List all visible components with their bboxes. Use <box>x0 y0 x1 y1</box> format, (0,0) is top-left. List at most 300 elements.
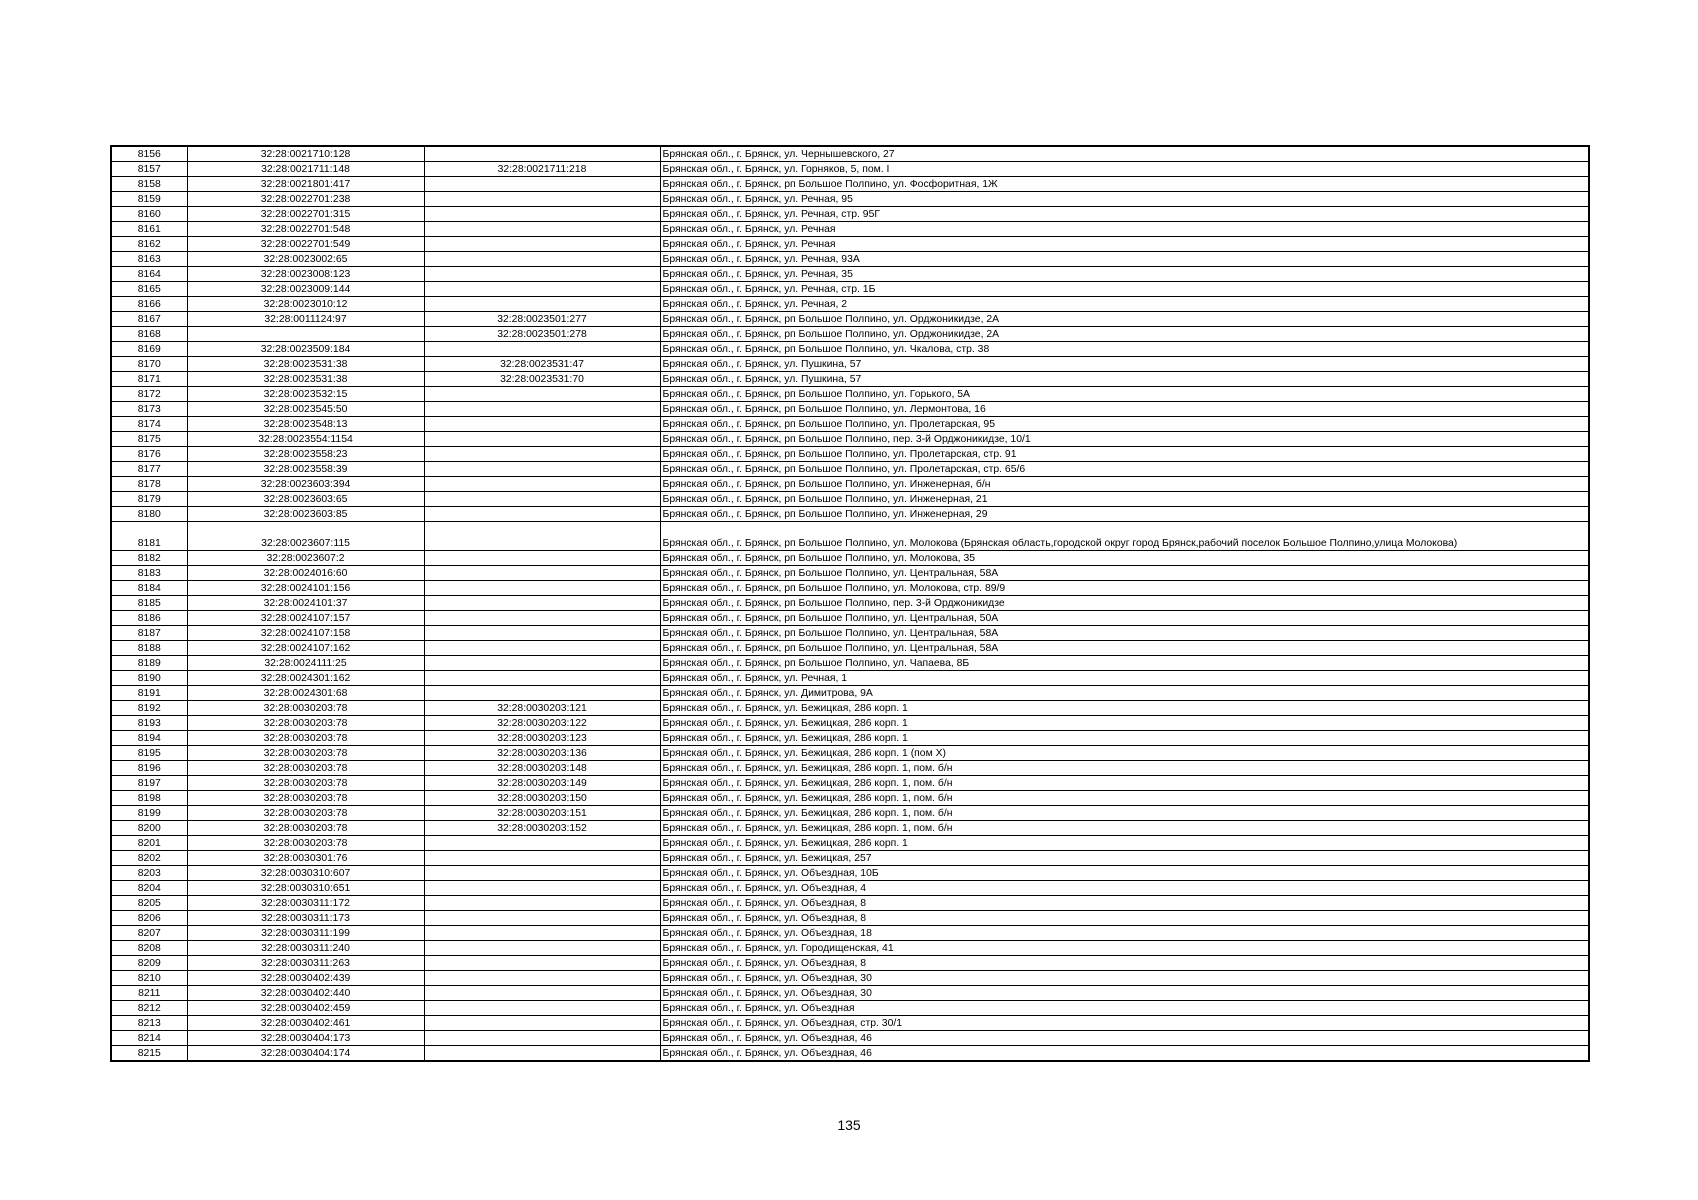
row-number-cell: 8210 <box>111 971 187 986</box>
object-number-cell <box>424 1046 660 1062</box>
object-number-cell: 32:28:0030203:150 <box>424 791 660 806</box>
table-row <box>111 297 1589 312</box>
cadastral-number-cell: 32:28:0030203:78 <box>187 791 424 806</box>
row-number-cell: 8193 <box>111 716 187 731</box>
object-number-cell <box>424 432 660 447</box>
object-number-cell <box>424 596 660 611</box>
cadastral-number-cell: 32:28:0030402:440 <box>187 986 424 1001</box>
address-cell: Брянская обл., г. Брянск, рп Большое Полпино, ул. Молокова, 35 <box>660 551 1589 566</box>
object-number-cell: 32:28:0030203:136 <box>424 746 660 761</box>
table-row <box>111 417 1589 432</box>
object-number-cell <box>424 207 660 222</box>
cadastral-number-cell: 32:28:0030203:78 <box>187 701 424 716</box>
cadastral-number-cell: 32:28:0024016:60 <box>187 566 424 581</box>
cadastral-number-cell: 32:28:0030311:199 <box>187 926 424 941</box>
address-cell: Брянская обл., г. Брянск, ул. Речная, 2 <box>660 297 1589 312</box>
row-number-cell: 8169 <box>111 342 187 357</box>
address-cell: Брянская обл., г. Брянск, ул. Чернышевского, 27 <box>660 146 1589 162</box>
cadastral-number-cell: 32:28:0024107:158 <box>187 626 424 641</box>
table-row <box>111 447 1589 462</box>
object-number-cell <box>424 222 660 237</box>
address-cell: Брянская обл., г. Брянск, рп Большое Полпино, ул. Орджоникидзе, 2А <box>660 327 1589 342</box>
row-number-cell: 8187 <box>111 626 187 641</box>
object-number-cell <box>424 522 660 551</box>
object-number-cell <box>424 342 660 357</box>
table-row <box>111 1016 1589 1031</box>
cadastral-number-cell: 32:28:0030310:651 <box>187 881 424 896</box>
cadastral-number-cell: 32:28:0024111:25 <box>187 656 424 671</box>
object-number-cell <box>424 282 660 297</box>
row-number-cell: 8167 <box>111 312 187 327</box>
object-number-cell <box>424 387 660 402</box>
object-number-cell <box>424 956 660 971</box>
object-number-cell <box>424 192 660 207</box>
object-number-cell: 32:28:0023531:70 <box>424 372 660 387</box>
cadastral-number-cell: 32:28:0022701:315 <box>187 207 424 222</box>
table-row <box>111 926 1589 941</box>
address-cell: Брянская обл., г. Брянск, ул. Речная, 35 <box>660 267 1589 282</box>
row-number-cell: 8182 <box>111 551 187 566</box>
address-cell: Брянская обл., г. Брянск, ул. Бежицкая, 286 корп. 1 (пом Х) <box>660 746 1589 761</box>
table-row <box>111 402 1589 417</box>
object-number-cell <box>424 641 660 656</box>
cadastral-number-cell: 32:28:0030203:78 <box>187 746 424 761</box>
row-number-cell: 8163 <box>111 252 187 267</box>
table-row <box>111 237 1589 252</box>
object-number-cell <box>424 267 660 282</box>
address-cell: Брянская обл., г. Брянск, ул. Бежицкая, 286 корп. 1 <box>660 701 1589 716</box>
cadastral-number-cell: 32:28:0022701:549 <box>187 237 424 252</box>
cadastral-number-cell: 32:28:0030402:439 <box>187 971 424 986</box>
table-row <box>111 896 1589 911</box>
address-cell: Брянская обл., г. Брянск, рп Большое Полпино, ул. Лермонтова, 16 <box>660 402 1589 417</box>
table-row <box>111 192 1589 207</box>
row-number-cell: 8158 <box>111 177 187 192</box>
address-cell: Брянская обл., г. Брянск, ул. Бежицкая, 286 корп. 1, пом. б/н <box>660 791 1589 806</box>
row-number-cell: 8195 <box>111 746 187 761</box>
cadastral-number-cell: 32:28:0024301:162 <box>187 671 424 686</box>
row-number-cell: 8181 <box>111 522 187 551</box>
cadastral-number-cell: 32:28:0022701:238 <box>187 192 424 207</box>
address-cell: Брянская обл., г. Брянск, ул. Бежицкая, 286 корп. 1 <box>660 731 1589 746</box>
object-number-cell <box>424 462 660 477</box>
table-row <box>111 746 1589 761</box>
row-number-cell: 8166 <box>111 297 187 312</box>
address-cell: Брянская обл., г. Брянск, ул. Городищенская, 41 <box>660 941 1589 956</box>
address-cell: Брянская обл., г. Брянск, рп Большое Полпино, ул. Орджоникидзе, 2А <box>660 312 1589 327</box>
cadastral-number-cell: 32:28:0023008:123 <box>187 267 424 282</box>
cadastral-number-cell: 32:28:0023509:184 <box>187 342 424 357</box>
row-number-cell: 8207 <box>111 926 187 941</box>
cadastral-number-cell: 32:28:0023554:1154 <box>187 432 424 447</box>
table-row <box>111 551 1589 566</box>
address-cell: Брянская обл., г. Брянск, рп Большое Полпино, ул. Молокова, стр. 89/9 <box>660 581 1589 596</box>
address-cell: Брянская обл., г. Брянск, рп Большое Полпино, ул. Фосфоритная, 1Ж <box>660 177 1589 192</box>
row-number-cell: 8201 <box>111 836 187 851</box>
row-number-cell: 8165 <box>111 282 187 297</box>
table-row <box>111 327 1589 342</box>
table-row <box>111 881 1589 896</box>
address-cell: Брянская обл., г. Брянск, рп Большое Полпино, ул. Инженерная, 29 <box>660 507 1589 522</box>
table-row <box>111 776 1589 791</box>
table-row <box>111 596 1589 611</box>
cadastral-number-cell: 32:28:0023545:50 <box>187 402 424 417</box>
object-number-cell <box>424 866 660 881</box>
address-cell: Брянская обл., г. Брянск, ул. Объездная, 10Б <box>660 866 1589 881</box>
row-number-cell: 8178 <box>111 477 187 492</box>
cadastral-number-cell: 32:28:0030402:459 <box>187 1001 424 1016</box>
cadastral-number-cell: 32:28:0021710:128 <box>187 146 424 162</box>
cadastral-number-cell: 32:28:0024101:37 <box>187 596 424 611</box>
table-row <box>111 581 1589 596</box>
address-cell: Брянская обл., г. Брянск, ул. Речная, стр. 1Б <box>660 282 1589 297</box>
table-row <box>111 1046 1589 1062</box>
table-row <box>111 507 1589 522</box>
object-number-cell <box>424 402 660 417</box>
address-cell: Брянская обл., г. Брянск, рп Большое Полпино, ул. Центральная, 58А <box>660 626 1589 641</box>
row-number-cell: 8208 <box>111 941 187 956</box>
table-row <box>111 177 1589 192</box>
row-number-cell: 8168 <box>111 327 187 342</box>
object-number-cell <box>424 297 660 312</box>
address-cell: Брянская обл., г. Брянск, рп Большое Полпино, ул. Молокова (Брянская область,городской округ город Брянск,рабочий поселок Большое Полпино,улица Молокова) <box>660 522 1589 551</box>
property-table <box>110 145 1590 1062</box>
cadastral-number-cell: 32:28:0021801:417 <box>187 177 424 192</box>
object-number-cell <box>424 671 660 686</box>
object-number-cell <box>424 911 660 926</box>
row-number-cell: 8199 <box>111 806 187 821</box>
address-cell: Брянская обл., г. Брянск, рп Большое Полпино, ул. Центральная, 50А <box>660 611 1589 626</box>
row-number-cell: 8183 <box>111 566 187 581</box>
address-cell: Брянская обл., г. Брянск, ул. Речная, стр. 95Г <box>660 207 1589 222</box>
table-row <box>111 282 1589 297</box>
address-cell: Брянская обл., г. Брянск, рп Большое Полпино, ул. Пролетарская, стр. 91 <box>660 447 1589 462</box>
row-number-cell: 8180 <box>111 507 187 522</box>
table-row <box>111 731 1589 746</box>
object-number-cell: 32:28:0030203:123 <box>424 731 660 746</box>
table-row <box>111 761 1589 776</box>
row-number-cell: 8194 <box>111 731 187 746</box>
object-number-cell <box>424 686 660 701</box>
row-number-cell: 8160 <box>111 207 187 222</box>
cadastral-number-cell: 32:28:0030203:78 <box>187 731 424 746</box>
address-cell: Брянская обл., г. Брянск, ул. Объездная, 8 <box>660 911 1589 926</box>
cadastral-number-cell: 32:28:0023558:39 <box>187 462 424 477</box>
address-cell: Брянская обл., г. Брянск, ул. Объездная, 46 <box>660 1031 1589 1046</box>
address-cell: Брянская обл., г. Брянск, рп Большое Полпино, ул. Чапаева, 8Б <box>660 656 1589 671</box>
address-cell: Брянская обл., г. Брянск, рп Большое Полпино, ул. Пролетарская, 95 <box>660 417 1589 432</box>
object-number-cell <box>424 1031 660 1046</box>
cadastral-number-cell: 32:28:0021711:148 <box>187 162 424 177</box>
row-number-cell: 8159 <box>111 192 187 207</box>
address-cell: Брянская обл., г. Брянск, ул. Объездная, 4 <box>660 881 1589 896</box>
row-number-cell: 8175 <box>111 432 187 447</box>
address-cell: Брянская обл., г. Брянск, рп Большое Полпино, ул. Инженерная, 21 <box>660 492 1589 507</box>
cadastral-number-cell: 32:28:0030311:263 <box>187 956 424 971</box>
row-number-cell: 8190 <box>111 671 187 686</box>
cadastral-number-cell: 32:28:0030203:78 <box>187 836 424 851</box>
address-cell: Брянская обл., г. Брянск, рп Большое Полпино, пер. 3-й Орджоникидзе, 10/1 <box>660 432 1589 447</box>
table-row <box>111 222 1589 237</box>
table-row <box>111 941 1589 956</box>
cadastral-number-cell: 32:28:0023532:15 <box>187 387 424 402</box>
row-number-cell: 8164 <box>111 267 187 282</box>
address-cell: Брянская обл., г. Брянск, ул. Речная <box>660 222 1589 237</box>
cadastral-number-cell: 32:28:0030203:78 <box>187 716 424 731</box>
object-number-cell: 32:28:0023501:278 <box>424 327 660 342</box>
table-row <box>111 701 1589 716</box>
object-number-cell <box>424 146 660 162</box>
cadastral-number-cell: 32:28:0030404:174 <box>187 1046 424 1062</box>
object-number-cell <box>424 611 660 626</box>
table-row <box>111 477 1589 492</box>
object-number-cell: 32:28:0030203:122 <box>424 716 660 731</box>
table-row <box>111 986 1589 1001</box>
table-row <box>111 611 1589 626</box>
object-number-cell <box>424 581 660 596</box>
cadastral-number-cell: 32:28:0030203:78 <box>187 806 424 821</box>
object-number-cell <box>424 237 660 252</box>
cadastral-number-cell: 32:28:0030203:78 <box>187 761 424 776</box>
table-row <box>111 626 1589 641</box>
row-number-cell: 8206 <box>111 911 187 926</box>
table-row <box>111 492 1589 507</box>
object-number-cell <box>424 507 660 522</box>
address-cell: Брянская обл., г. Брянск, ул. Горняков, 5, пом. I <box>660 162 1589 177</box>
address-cell: Брянская обл., г. Брянск, рп Большое Полпино, ул. Центральная, 58А <box>660 641 1589 656</box>
table-row <box>111 387 1589 402</box>
table-row <box>111 566 1589 581</box>
table-row <box>111 207 1589 222</box>
table-row <box>111 866 1589 881</box>
address-cell: Брянская обл., г. Брянск, рп Большое Полпино, ул. Чкалова, стр. 38 <box>660 342 1589 357</box>
row-number-cell: 8170 <box>111 357 187 372</box>
table-row <box>111 851 1589 866</box>
row-number-cell: 8204 <box>111 881 187 896</box>
object-number-cell <box>424 896 660 911</box>
cadastral-number-cell: 32:28:0030203:78 <box>187 821 424 836</box>
address-cell: Брянская обл., г. Брянск, ул. Объездная, 8 <box>660 956 1589 971</box>
object-number-cell <box>424 986 660 1001</box>
table-row <box>111 956 1589 971</box>
row-number-cell: 8192 <box>111 701 187 716</box>
row-number-cell: 8209 <box>111 956 187 971</box>
address-cell: Брянская обл., г. Брянск, ул. Бежицкая, 286 корп. 1 <box>660 716 1589 731</box>
row-number-cell: 8186 <box>111 611 187 626</box>
address-cell: Брянская обл., г. Брянск, ул. Объездная <box>660 1001 1589 1016</box>
object-number-cell <box>424 447 660 462</box>
object-number-cell: 32:28:0030203:151 <box>424 806 660 821</box>
object-number-cell <box>424 1001 660 1016</box>
address-cell: Брянская обл., г. Брянск, ул. Речная, 95 <box>660 192 1589 207</box>
address-cell: Брянская обл., г. Брянск, рп Большое Полпино, ул. Инженерная, б/н <box>660 477 1589 492</box>
row-number-cell: 8205 <box>111 896 187 911</box>
row-number-cell: 8202 <box>111 851 187 866</box>
address-cell: Брянская обл., г. Брянск, ул. Речная, 93А <box>660 252 1589 267</box>
object-number-cell <box>424 252 660 267</box>
table-row <box>111 146 1589 162</box>
address-cell: Брянская обл., г. Брянск, ул. Бежицкая, 286 корп. 1, пом. б/н <box>660 761 1589 776</box>
object-number-cell: 32:28:0023501:277 <box>424 312 660 327</box>
cadastral-number-cell: 32:28:0023607:115 <box>187 522 424 551</box>
table-body <box>111 146 1589 1061</box>
cadastral-number-cell: 32:28:0023603:85 <box>187 507 424 522</box>
row-number-cell: 8162 <box>111 237 187 252</box>
table-row <box>111 342 1589 357</box>
object-number-cell: 32:28:0030203:148 <box>424 761 660 776</box>
cadastral-number-cell: 32:28:0023603:394 <box>187 477 424 492</box>
cadastral-number-cell: 32:28:0011124:97 <box>187 312 424 327</box>
cadastral-number-cell: 32:28:0023548:13 <box>187 417 424 432</box>
object-number-cell <box>424 941 660 956</box>
table-row <box>111 716 1589 731</box>
table-row <box>111 252 1589 267</box>
table-row <box>111 522 1589 551</box>
cadastral-number-cell: 32:28:0030311:240 <box>187 941 424 956</box>
table-row <box>111 162 1589 177</box>
table-row <box>111 911 1589 926</box>
object-number-cell <box>424 881 660 896</box>
row-number-cell: 8196 <box>111 761 187 776</box>
object-number-cell <box>424 177 660 192</box>
cadastral-number-cell: 32:28:0030311:172 <box>187 896 424 911</box>
cadastral-number-cell: 32:28:0023010:12 <box>187 297 424 312</box>
object-number-cell <box>424 971 660 986</box>
cadastral-number-cell: 32:28:0023558:23 <box>187 447 424 462</box>
row-number-cell: 8197 <box>111 776 187 791</box>
address-cell: Брянская обл., г. Брянск, ул. Пушкина, 57 <box>660 357 1589 372</box>
address-cell: Брянская обл., г. Брянск, ул. Бежицкая, 286 корп. 1, пом. б/н <box>660 821 1589 836</box>
object-number-cell <box>424 492 660 507</box>
row-number-cell: 8214 <box>111 1031 187 1046</box>
cadastral-number-cell: 32:28:0024107:162 <box>187 641 424 656</box>
object-number-cell: 32:28:0030203:121 <box>424 701 660 716</box>
cadastral-number-cell: 32:28:0024101:156 <box>187 581 424 596</box>
cadastral-number-cell: 32:28:0030301:76 <box>187 851 424 866</box>
address-cell: Брянская обл., г. Брянск, рп Большое Полпино, пер. 3-й Орджоникидзе <box>660 596 1589 611</box>
table-row <box>111 686 1589 701</box>
row-number-cell: 8157 <box>111 162 187 177</box>
cadastral-number-cell <box>187 327 424 342</box>
row-number-cell: 8188 <box>111 641 187 656</box>
table-row <box>111 821 1589 836</box>
row-number-cell: 8176 <box>111 447 187 462</box>
table-row <box>111 312 1589 327</box>
cadastral-number-cell: 32:28:0030404:173 <box>187 1031 424 1046</box>
row-number-cell: 8171 <box>111 372 187 387</box>
row-number-cell: 8185 <box>111 596 187 611</box>
table-row <box>111 806 1589 821</box>
row-number-cell: 8203 <box>111 866 187 881</box>
cadastral-number-cell: 32:28:0024301:68 <box>187 686 424 701</box>
table-row <box>111 1001 1589 1016</box>
object-number-cell: 32:28:0021711:218 <box>424 162 660 177</box>
row-number-cell: 8161 <box>111 222 187 237</box>
address-cell: Брянская обл., г. Брянск, ул. Димитрова, 9А <box>660 686 1589 701</box>
address-cell: Брянская обл., г. Брянск, ул. Объездная, 46 <box>660 1046 1589 1062</box>
object-number-cell <box>424 417 660 432</box>
cadastral-number-cell: 32:28:0023002:65 <box>187 252 424 267</box>
row-number-cell: 8215 <box>111 1046 187 1062</box>
row-number-cell: 8172 <box>111 387 187 402</box>
object-number-cell <box>424 477 660 492</box>
address-cell: Брянская обл., г. Брянск, рп Большое Полпино, ул. Горького, 5А <box>660 387 1589 402</box>
row-number-cell: 8177 <box>111 462 187 477</box>
table-row <box>111 641 1589 656</box>
row-number-cell: 8189 <box>111 656 187 671</box>
row-number-cell: 8211 <box>111 986 187 1001</box>
object-number-cell <box>424 551 660 566</box>
address-cell: Брянская обл., г. Брянск, ул. Бежицкая, 286 корп. 1, пом. б/н <box>660 776 1589 791</box>
table-row <box>111 357 1589 372</box>
object-number-cell <box>424 851 660 866</box>
row-number-cell: 8174 <box>111 417 187 432</box>
cadastral-number-cell: 32:28:0030310:607 <box>187 866 424 881</box>
row-number-cell: 8173 <box>111 402 187 417</box>
cadastral-number-cell: 32:28:0023531:38 <box>187 357 424 372</box>
address-cell: Брянская обл., г. Брянск, ул. Объездная, 18 <box>660 926 1589 941</box>
cadastral-number-cell: 32:28:0023607:2 <box>187 551 424 566</box>
table-row <box>111 432 1589 447</box>
row-number-cell: 8198 <box>111 791 187 806</box>
row-number-cell: 8191 <box>111 686 187 701</box>
address-cell: Брянская обл., г. Брянск, ул. Объездная, стр. 30/1 <box>660 1016 1589 1031</box>
cadastral-number-cell: 32:28:0030311:173 <box>187 911 424 926</box>
table-row <box>111 267 1589 282</box>
address-cell: Брянская обл., г. Брянск, ул. Объездная, 30 <box>660 971 1589 986</box>
cadastral-number-cell: 32:28:0030203:78 <box>187 776 424 791</box>
object-number-cell <box>424 926 660 941</box>
cadastral-number-cell: 32:28:0023009:144 <box>187 282 424 297</box>
table-row <box>111 1031 1589 1046</box>
cadastral-number-cell: 32:28:0024107:157 <box>187 611 424 626</box>
address-cell: Брянская обл., г. Брянск, рп Большое Полпино, ул. Пролетарская, стр. 65/6 <box>660 462 1589 477</box>
address-cell: Брянская обл., г. Брянск, ул. Бежицкая, 286 корп. 1 <box>660 836 1589 851</box>
object-number-cell <box>424 566 660 581</box>
object-number-cell: 32:28:0030203:149 <box>424 776 660 791</box>
cadastral-number-cell: 32:28:0023603:65 <box>187 492 424 507</box>
address-cell: Брянская обл., г. Брянск, рп Большое Полпино, ул. Центральная, 58А <box>660 566 1589 581</box>
address-cell: Брянская обл., г. Брянск, ул. Пушкина, 57 <box>660 372 1589 387</box>
address-cell: Брянская обл., г. Брянск, ул. Объездная, 30 <box>660 986 1589 1001</box>
cadastral-number-cell: 32:28:0030402:461 <box>187 1016 424 1031</box>
address-cell: Брянская обл., г. Брянск, ул. Речная, 1 <box>660 671 1589 686</box>
row-number-cell: 8156 <box>111 146 187 162</box>
address-cell: Брянская обл., г. Брянск, ул. Объездная, 8 <box>660 896 1589 911</box>
address-cell: Брянская обл., г. Брянск, ул. Бежицкая, 257 <box>660 851 1589 866</box>
address-cell: Брянская обл., г. Брянск, ул. Речная <box>660 237 1589 252</box>
object-number-cell <box>424 1016 660 1031</box>
table-row <box>111 836 1589 851</box>
table-row <box>111 656 1589 671</box>
cadastral-number-cell: 32:28:0023531:38 <box>187 372 424 387</box>
table-row <box>111 971 1589 986</box>
object-number-cell <box>424 836 660 851</box>
cadastral-number-cell: 32:28:0022701:548 <box>187 222 424 237</box>
object-number-cell <box>424 626 660 641</box>
row-number-cell: 8213 <box>111 1016 187 1031</box>
table-row <box>111 791 1589 806</box>
object-number-cell: 32:28:0030203:152 <box>424 821 660 836</box>
row-number-cell: 8184 <box>111 581 187 596</box>
row-number-cell: 8200 <box>111 821 187 836</box>
row-number-cell: 8212 <box>111 1001 187 1016</box>
table-row <box>111 462 1589 477</box>
table-row <box>111 372 1589 387</box>
object-number-cell <box>424 656 660 671</box>
table-row <box>111 671 1589 686</box>
row-number-cell: 8179 <box>111 492 187 507</box>
